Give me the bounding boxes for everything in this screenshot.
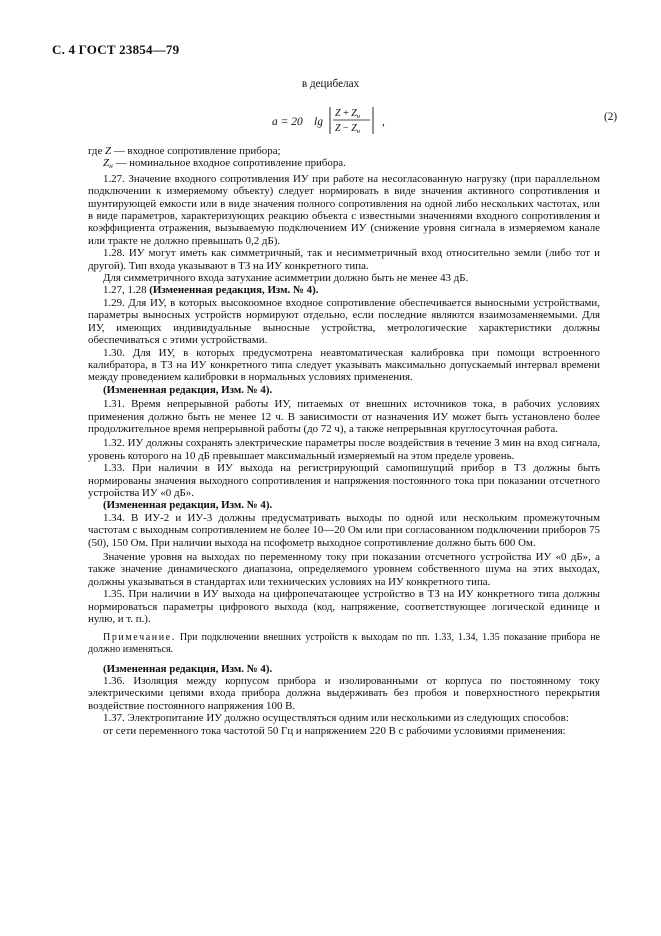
paragraph-1-29: 1.29. Для ИУ, в которых высокоомное входное сопротивление обеспечивается выносными устройствами, параметры выносных устройств нормируют отдельно, если последние являются взаимозаменяемыми. Для ИУ, имеющих индивидуальные выносные устройства, метрологические характеристики должны обеспечиваться с этими устройствами. [88,296,600,347]
note: Примечание. При подключении внешних устройств к выходам по пп. 1.33, 1.34, 1.35 показание прибора не должно изменяться. [88,632,600,656]
formula-numerator: $Z + Z_н$ [335,108,360,120]
paragraph-1-28-asymmetry: Для симметричного входа затухание асимметрии должно быть не менее 43 дБ. [103,272,469,285]
formula-log: lg [314,116,323,128]
paragraph-1-37-mains: от сети переменного тока частотой 50 Гц и напряжением 220 В с рабочими условиями применения: [103,724,566,737]
where-z: где Z — входное сопротивление прибора; [88,145,281,157]
paragraph-1-34: 1.34. В ИУ-2 и ИУ-3 должны предусматривать выходы по одной или нескольким промежуточным частотам с выходным сопротивлением не более 10—20 Ом или при согласованном подключении приборов 75 (50), 150 Ом. При наличии выхода на псофометр выходное сопротивление должно быть 600 Ом. [88,511,600,549]
revision-note-1: (Измененная редакция, Изм. № 4). [103,383,273,396]
formula-lhs: a = 20 [272,116,303,128]
revision-note-3: (Измененная редакция, Изм. № 4). [103,662,273,675]
revision-1-27-1-28: 1.27, 1.28 (Измененная редакция, Изм. № 4). [103,284,319,297]
paragraph-1-34-levels: Значение уровня на выходах по переменному току при показании отсчетного устройства ИУ «0 дБ», а также значение динамического диапазона, определяемого уровнем собственного шума на этих выходах, должны указываться в стандартах или технических условиях на ИУ конкретного типа. [88,551,600,588]
revision-note-2: (Измененная редакция, Изм. № 4). [103,499,273,512]
paragraph-1-31: 1.31. Время непрерывной работы ИУ, питаемых от внешних источников тока, в рабочих условиях применения должно быть не менее 12 ч. В зависимости от назначения ИУ может быть установлено более продолжительное время непрерывной работы (до 72 ч), а также непрерывная круглосуточная работа. [88,398,600,435]
paragraph-1-32: 1.32. ИУ должны сохранять электрические параметры после воздействия в течение 3 мин на вход сигнала, уровень которого на 10 дБ превышает максимальный измеряемый на этом пределе уровень. [88,437,600,462]
where-zn: $Z_н$ — номинальное входное сопротивление прибора. [103,157,346,171]
units-label: в децибелах [301,78,360,90]
paragraph-1-36: 1.36. Изоляция между корпусом прибора и изолированными от корпуса по постоянному току электрическими цепями входа прибора должна выдерживать без пробоя и поверхностного перекрытия воздействие постоянного напряжения 100 В. [88,675,600,712]
paragraph-1-37: 1.37. Электропитание ИУ должно осуществляться одним или несколькими из следующих способов: [103,712,569,725]
paragraph-1-33: 1.33. При наличии в ИУ выхода на регистрирующий самопишущий прибор в ТЗ должны быть нормированы значения выходного сопротивления и напряжения постоянного тока при показании отсчетного устройства ИУ «0 дБ». [88,462,600,499]
paragraph-1-28: 1.28. ИУ могут иметь как симметричный, так и несимметричный вход относительно земли (либо тот и другой). Тип входа указывают в ТЗ на ИУ конкретного типа. [88,247,600,272]
formula-comma: , [382,116,385,128]
equation-number: (2) [604,111,618,123]
formula-2 [272,98,392,142]
page-header: С. 4 ГОСТ 23854—79 [52,42,180,57]
formula-denominator: $Z - Z_н$ [335,123,360,135]
document-body [88,145,600,737]
paragraph-1-27: 1.27. Значение входного сопротивления ИУ при работе на несогласованную нагрузку (при параллельном подключении к измеряемому объекту) следует нормировать в виде значения активного сопротивления и шунтирующей емкости или в виде значения полного сопротивления на одной либо нескольких частотах, или в виде параметров, характеризующих реакцию объекта с известными значениями входного сопротивления и коэффициента отражения, вызываемую подключением ИУ (снижение уровня сигнала в измеряемом канале или тракте не должно превышать 0,2 дБ). [88,172,600,247]
paragraph-1-35: 1.35. При наличии в ИУ выхода на цифропечатающее устройство в ТЗ на ИУ конкретного типа должны нормироваться параметры цифрового выхода (код, напряжение, соответствующее логической единице и нулю, и т. п.). [88,588,600,626]
paragraph-1-30: 1.30. Для ИУ, в которых предусмотрена неавтоматическая калибровка при помощи встроенного калибратора, в ТЗ на ИУ конкретного типа следует указывать максимально допускаемый интервал времени между проведением калибровки в нормальных условиях применения. [88,346,600,384]
